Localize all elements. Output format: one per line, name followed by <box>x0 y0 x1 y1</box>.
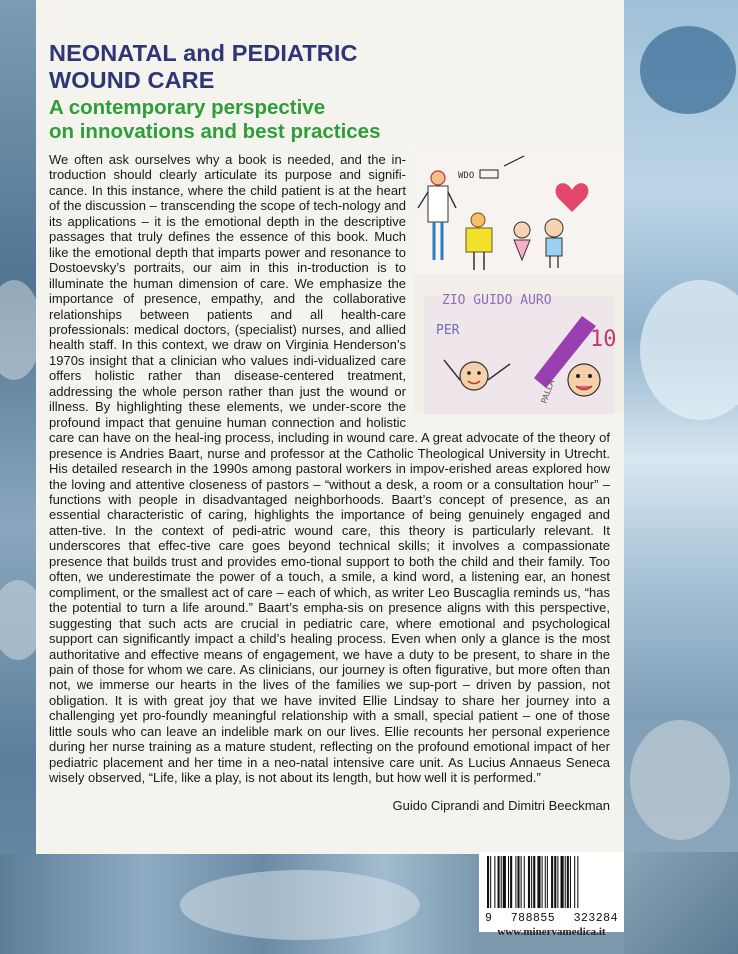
body-text-block <box>49 152 617 813</box>
drawing-text-4: PALLA <box>539 378 557 405</box>
book-title-line1: NEONATAL and PEDIATRIC <box>49 40 358 66</box>
isbn-lead-digit: 9 <box>485 912 493 925</box>
book-title <box>49 40 610 94</box>
drawing-text-1: ZIO GUIDO AURO <box>442 293 552 308</box>
svg-text:WDO: WDO <box>458 171 475 181</box>
book-subtitle-line2: on innovations and best practices <box>49 119 381 143</box>
book-subtitle <box>49 96 610 143</box>
publisher-url: www.minervamedica.it <box>497 926 606 938</box>
child-drawing-image <box>414 148 624 414</box>
isbn-digits <box>485 912 618 925</box>
isbn-left-digits: 788855 <box>510 912 556 925</box>
isbn-right-digits: 323284 <box>573 912 618 925</box>
cover-text-panel <box>36 0 624 854</box>
drawing-text-2: PER <box>436 323 460 338</box>
drawing-text-3: 10 <box>590 327 617 352</box>
book-subtitle-line1: A contemporary perspective <box>49 96 326 119</box>
introduction-text: We often ask ourselves why a book is needed, and the in-troduction should clearly articulate its purpose and signifi-cance. In this instance, where the child patient is at the heart of the discussion – transcending the scope of tech-nology and its applications – it is the emotional depth in the descriptive passages that truly defines the essence of this book. Much like the emotional depth that imparts power and resonance to Dostoevsky’s portraits, our aim in this in-troduction is to illuminate the human dimension of care. We emphasize the importance of presence, empathy, and the collaborative relationships between patients and all health-care professionals: medical doctors, (specialist) nurses, and allied health staff. In this context, we draw on Virginia Henderson’s 1970s insight that a clinician who values indi-vidualized care offers holistic rather than disease-centered treatment, addressing the whole person rather than just the wound or illness. By highlighting these elements, we under-score the profound impact that genuine human connection and holistic care can have on the heal-ing process, including in wound care. A great advocate of the theory of presence is Andries Baart, nurse and professor at the Catholic Theological University in Utrecht. His detailed research in the 1990s among pastoral workers in impov-erished areas explored how the loving and attentive closeness of pastors – “without a desk, a room or a consultation hour” – functions with people in disadvantaged neighborhoods. Baart’s concept of presence, as an essential characteristic of caring, highlights the importance of being genuinely engaged and atten-tive. In the context of pedi-atric wound care, this theory is particularly relevant. It underscores that effec-tive care goes beyond technical skills; it involves a compassionate presence that builds trust and provides emo-tional support to both the child and their family. Too often, we underestimate the power of a touch, a smile, a kind word, a listening ear, an honest compliment, or the smallest act of care – each of which, as writer Leo Buscaglia reminds us, “has the potential to turn a life around.” Baart’s empha-sis on presence aligns with this perspective, suggesting that such acts are crucial in pediatric care, where emotional and psychological support can significantly impact a child’s healing process. Even when only a glance is the most authoritative and effective means of engagement, we have a duty to be present, to share in the pain of those for whom we care. As clinicians, our journey is often figurative, but more often than not, we immerse our hearts in the lives of the families we sup-port – driven by passion, not obligation. It is with great joy that we have invited Ellie Lindsay to share her journey into a challenging yet pro-foundly meaningful relationship with a small, special patient – one of those little souls who can leave an indelible mark on our lives. Ellie recounts her personal experience during her nurse training as a mature student, reflecting on the profound emotional impact of her pediatric placement and her time in a neo-natal intensive care unit. As Lucius Annaeus Seneca wisely observed, “Life, like a play, is not about its length, but how well it is performed.” <box>49 152 610 786</box>
book-title-line2: WOUND CARE <box>49 67 215 93</box>
barcode-bars <box>485 856 618 908</box>
authors-signature: Guido Ciprandi and Dimitri Beeckman <box>392 797 610 813</box>
isbn-barcode <box>479 852 624 938</box>
